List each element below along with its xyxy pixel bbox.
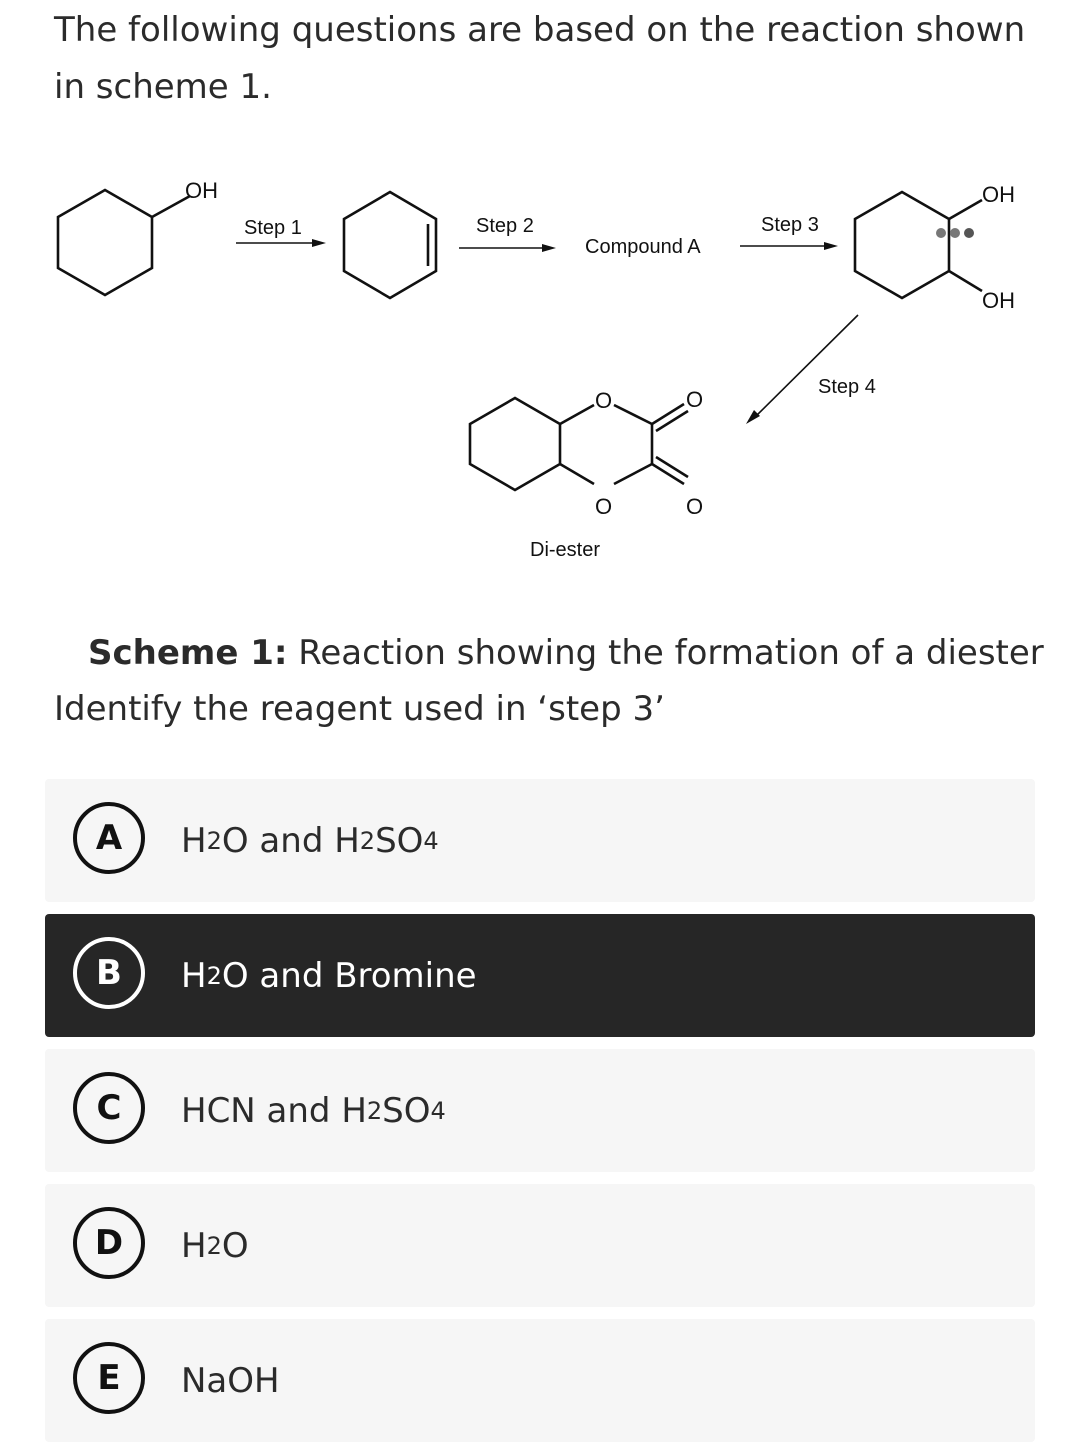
carbonyl-oxygen-bottom: O [686,494,704,519]
ester-oxygen-top: O [595,388,613,413]
option-letter: D [73,1207,145,1279]
caption-bold: Scheme 1: [88,633,288,673]
ellipsis-dots-icon [936,228,974,238]
option-d[interactable] [45,1184,1035,1307]
reaction-scheme [40,160,1015,580]
option-letter: B [73,937,145,1009]
cyclohexene-structure [344,192,436,298]
diester-structure [470,398,688,490]
compound-a-label: Compound A [585,236,701,258]
step4-arrow [754,315,858,418]
option-c[interactable] [45,1049,1035,1172]
intro-text: The following questions are based on the reaction shown in scheme 1. [54,10,1026,107]
option-a[interactable] [45,779,1035,902]
option-label: H 2 O [181,1225,249,1266]
option-label: H 2 O and Bromine [181,955,477,996]
diol-oh-top-label: OH [982,182,1015,207]
step2-label: Step 2 [476,215,534,237]
option-b[interactable] [45,914,1035,1037]
question-text: Identify the reagent used in ‘step 3’ [54,689,665,729]
option-e[interactable] [45,1319,1035,1442]
ester-oxygen-bottom: O [595,494,613,519]
step4-label: Step 4 [818,376,876,398]
diol-structure [855,192,982,298]
option-letter: A [73,802,145,874]
caption-text: Reaction showing the formation of a diester [287,633,1044,673]
carbonyl-oxygen-top: O [686,387,704,412]
option-label: H 2 O and H 2 SO 4 [181,820,439,861]
option-letter: E [73,1342,145,1414]
step3-label: Step 3 [761,214,819,236]
step1-label: Step 1 [244,217,302,239]
option-label: HCN and H 2 SO 4 [181,1090,446,1131]
scheme-caption [88,626,1048,680]
diol-oh-bottom-label: OH [982,288,1015,313]
cyclohexanol-structure [58,190,190,295]
option-letter: C [73,1072,145,1144]
diester-label: Di-ester [530,539,601,561]
option-label: NaOH [181,1360,280,1401]
cyclohexanol-oh-label: OH [185,178,218,203]
